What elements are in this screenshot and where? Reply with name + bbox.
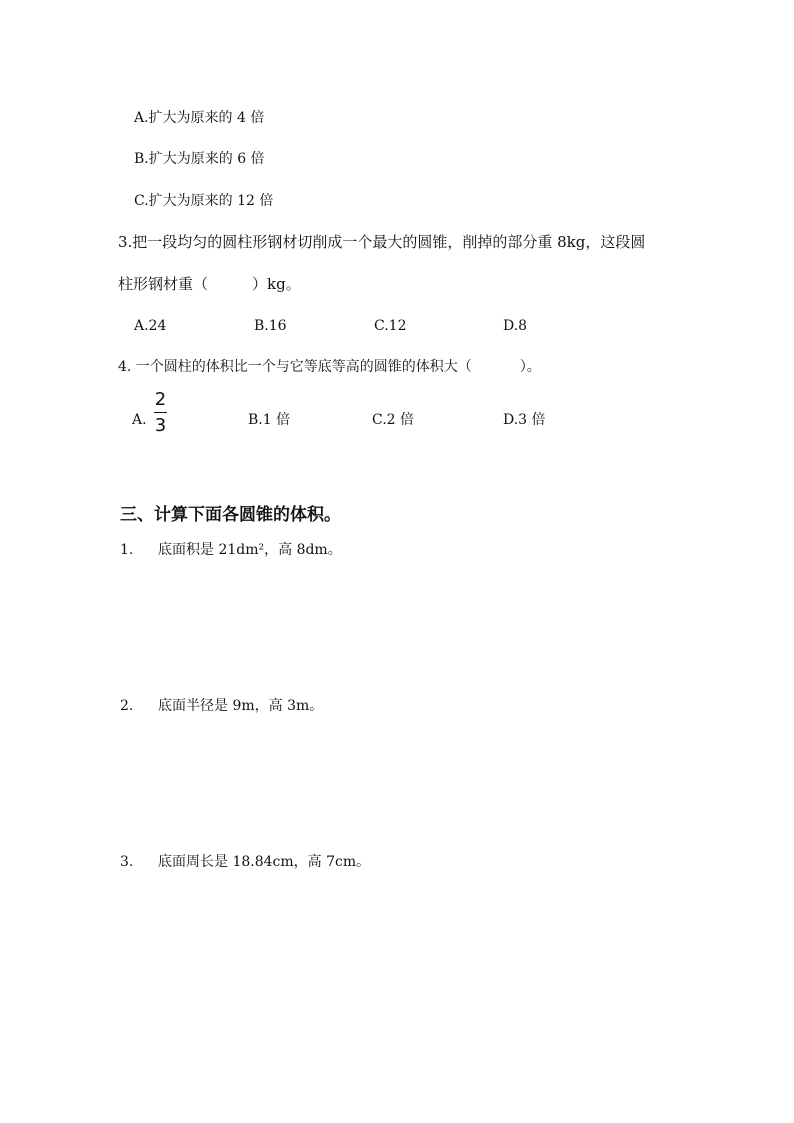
q3-option-b: B.16	[254, 318, 287, 334]
q2-option-b: B.扩大为原来的 6 倍	[134, 151, 265, 167]
q3-option-d: D.8	[503, 318, 528, 334]
q4-option-a-fraction	[154, 390, 167, 436]
q4-text	[118, 358, 541, 376]
q4-option-d: D.3 倍	[503, 412, 546, 428]
section3-item-1-text: 底面积是 21dm²，高 8dm。	[158, 542, 342, 558]
q3-text-line1: 3.把一段均匀的圆柱形钢材切削成一个最大的圆锥，削掉的部分重 8kg，这段圆	[118, 233, 646, 251]
q4-option-c: C.2 倍	[372, 412, 415, 428]
q3-option-a: A.24	[134, 318, 167, 334]
section3-item-2-number: 2.	[120, 698, 134, 714]
section3-item-2-text: 底面半径是 9m，高 3m。	[158, 698, 324, 714]
fraction-denominator: 3	[154, 415, 167, 436]
q3-line2-after: ）kg。	[252, 275, 301, 293]
q4-option-b: B.1 倍	[248, 412, 291, 428]
q2-option-c: C.扩大为原来的 12 倍	[134, 193, 274, 209]
q3-text-line2	[118, 275, 301, 293]
q4-text-after: ）。	[519, 359, 541, 375]
q4-option-a-label: A.	[132, 412, 147, 428]
fraction-numerator: 2	[154, 389, 167, 410]
section3-item-1-number: 1.	[120, 542, 134, 558]
q4-text-before: 4. 一个圆柱的体积比一个与它等底等高的圆锥的体积大（	[118, 359, 472, 375]
section3-item-3-number: 3.	[120, 854, 134, 870]
q3-option-c: C.12	[374, 318, 407, 334]
q3-line2-before: 柱形钢材重（	[118, 275, 209, 293]
section3-item-3-text: 底面周长是 18.84cm，高 7cm。	[158, 854, 371, 870]
section3-heading: 三、计算下面各圆锥的体积。	[120, 505, 341, 525]
fraction-bar	[154, 412, 167, 413]
q2-option-a: A.扩大为原来的 4 倍	[134, 110, 265, 126]
